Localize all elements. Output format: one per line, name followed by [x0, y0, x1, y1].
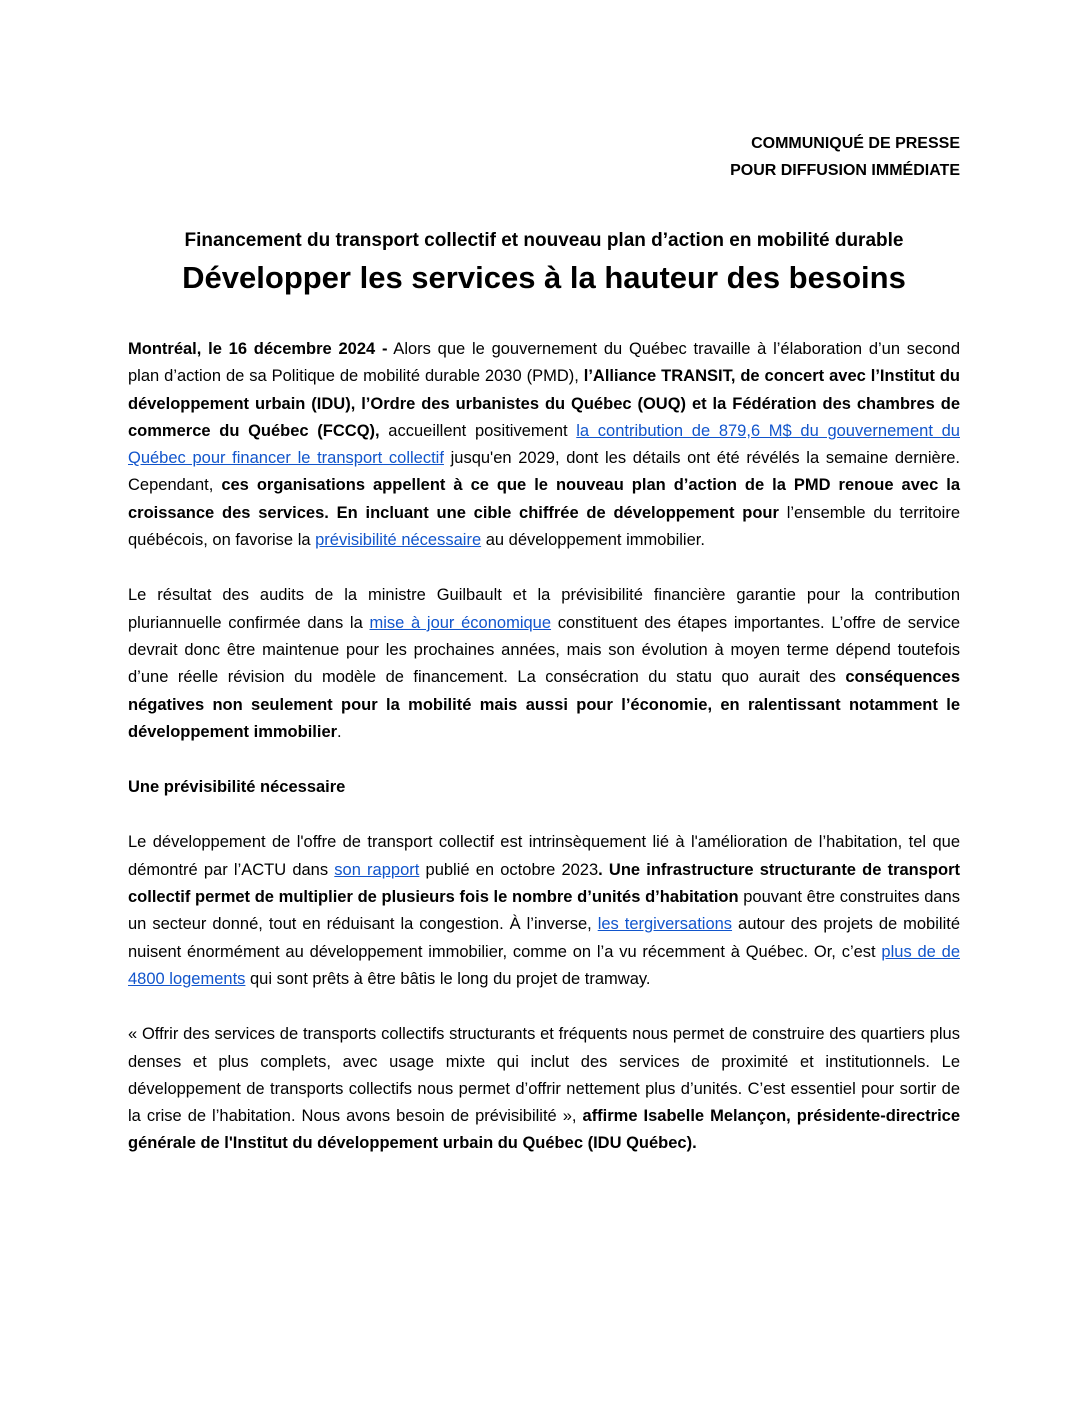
paragraph-quote	[128, 1021, 960, 1157]
link-rapport[interactable]: son rapport	[334, 860, 420, 879]
link-logements[interactable]: plus de de 4800 logements	[128, 942, 960, 988]
paragraph-audits	[128, 582, 960, 746]
dev-text-1: Le développement de l'offre de transport collectif est intrinsèquement lié à l'amélioration de l’habitation, tel que démontré par l’ACTU dans	[128, 833, 960, 879]
section-heading: Une prévisibilité nécessaire	[128, 778, 346, 797]
paragraph-development	[128, 829, 960, 993]
dev-bold-1: . Une infrastructure structurante de transport collectif permet de multiplier de plusieurs fois le nombre d’unités d’habitation	[128, 860, 961, 907]
link-previsibilite[interactable]: prévisibilité nécessaire	[315, 531, 482, 550]
release-header	[128, 130, 960, 184]
document-title: Développer les services à la hauteur des besoins	[182, 260, 906, 295]
dev-text-3: pouvant être construites dans un secteur donné, tout en réduisant la congestion. À l’inverse,	[128, 888, 960, 934]
intro-text-5: au développement immobilier.	[481, 531, 705, 550]
intro-text-1: Alors que le gouvernement du Québec travaille à l’élaboration d’un second plan d’action de sa Politique de mobilité durable 2030 (PMD),	[128, 340, 960, 386]
release-distribution-label: POUR DIFFUSION IMMÉDIATE	[730, 162, 960, 179]
paragraph-intro	[128, 336, 960, 554]
audits-bold-1: conséquences négatives non seulement pour la mobilité mais aussi pour l’économie, en ralentissant notamment le développement immobilier	[128, 668, 960, 741]
intro-text-4: l’ensemble du territoire québécois, on favorise la	[128, 503, 960, 550]
link-contribution[interactable]: la contribution de 879,6 M$ du gouvernement du Québec pour financer le transport collectif	[128, 421, 960, 468]
audits-text-1: Le résultat des audits de la ministre Guilbault et la prévisibilité financière garantie pour la contribution pluriannuelle confirmée dans la	[128, 586, 960, 632]
dev-text-5: qui sont prêts à être bâtis le long du projet de tramway.	[245, 969, 651, 988]
dev-text-2: publié en octobre 2023	[419, 860, 599, 879]
intro-text-3: jusqu'en 2029, dont les détails ont été révélés la semaine dernière. Cependant,	[128, 449, 960, 495]
release-type-label: COMMUNIQUÉ DE PRESSE	[751, 135, 960, 152]
quote-attribution: affirme Isabelle Melançon, présidente-directrice générale de l'Institut du développement urbain du Québec (IDU Québec).	[128, 1107, 961, 1153]
link-mise-a-jour[interactable]: mise à jour économique	[369, 613, 552, 632]
document-subtitle: Financement du transport collectif et nouveau plan d’action en mobilité durable	[184, 230, 904, 251]
dateline: Montréal, le 16 décembre 2024 -	[128, 340, 388, 358]
intro-bold-2: ces organisations appellent à ce que le nouveau plan d’action de la PMD renoue avec la croissance des services. En incluant une cible chiffrée de développement pour	[128, 476, 960, 522]
quote-text: « Offrir des services de transports collectifs structurants et fréquents nous permet de construire des quartiers plus denses et plus complets, avec usage mixte qui inclut des services de proximité et institutionnels. Le développement de transports collectifs nous permet d’offrir nettement plus d’unités. C’est essentiel pour sortir de la crise de l’habitation. Nous avons besoin de prévisibilité »,	[128, 1025, 960, 1126]
dev-text-4: autour des projets de mobilité nuisent énormément au développement immobilier, comme on l’a vu récemment à Québec. Or, c’est	[128, 915, 960, 961]
intro-bold-1: l’Alliance TRANSIT, de concert avec l’Institut du développement urbain (IDU), l’Ordre des urbanistes du Québec (OUQ) et la Fédération des chambres de commerce du Québec (FCCQ),	[128, 367, 960, 440]
link-tergiversations[interactable]: les tergiversations	[597, 915, 733, 934]
audits-text-3: .	[337, 722, 342, 741]
audits-text-2: constituent des étapes importantes. L’offre de service devrait donc être maintenue pour les prochaines années, mais son évolution à moyen terme dépend toutefois d’une réelle révision du modèle de financement. La consécration du statu quo aurait des	[128, 613, 961, 687]
intro-text-2: accueillent positivement	[379, 421, 577, 440]
